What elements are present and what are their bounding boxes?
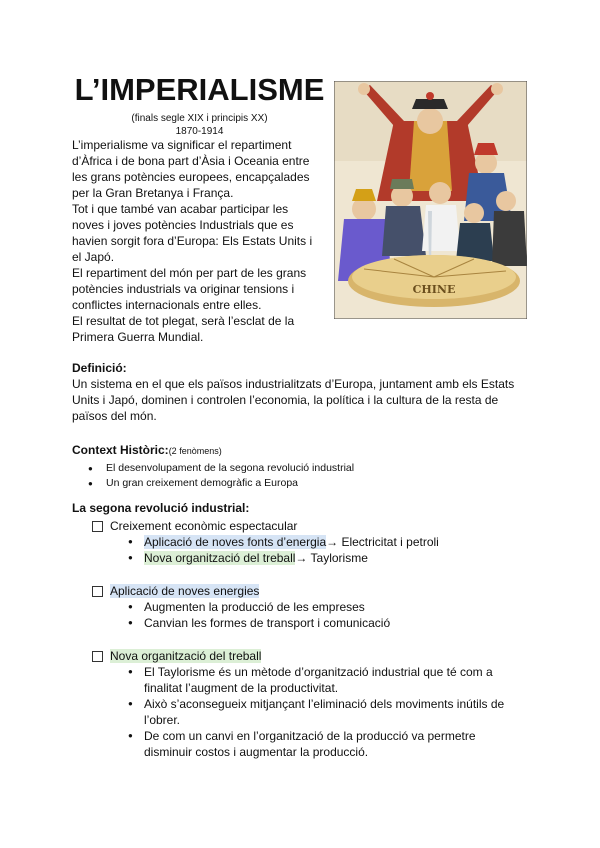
- item-rest: → Taylorisme: [295, 551, 368, 565]
- list-item: [72, 534, 532, 550]
- list-item: ● Augmenten la producció de les empreses: [72, 599, 532, 615]
- group-label: Aplicació de noves energies: [110, 584, 260, 598]
- intro-paragraph: Tot i que també van acabar participar les noves i joves potències Industrials que es havien sorgit fora d’Europa: Els Estats Units i el Japó.: [72, 202, 313, 264]
- cartoon-svg: [334, 81, 527, 319]
- intro-text: [72, 137, 320, 345]
- group-label: Creixement econòmic espectacular: [110, 519, 298, 533]
- context-title-note: (2 fenòmens): [168, 446, 222, 456]
- page-title: L’IMPERIALISME: [74, 72, 325, 107]
- context-list: [72, 461, 532, 491]
- highlight-energy: Aplicació de noves fonts d’energia: [144, 535, 327, 549]
- group-new-energies-list: [72, 599, 532, 631]
- group-label: Nova organització del treball: [110, 649, 262, 663]
- subtitle-period: (finals segle XIX i principis XX): [131, 113, 268, 124]
- revolution-section: [72, 500, 532, 760]
- group-economic-growth-list: [72, 534, 532, 566]
- intro-paragraph: El resultat de tot plegat, serà l’esclat de la Primera Guerra Mundial.: [72, 314, 295, 344]
- list-item: [72, 550, 532, 566]
- definition-section: [72, 360, 532, 424]
- revolution-title: La segona revolució industrial:: [72, 501, 250, 515]
- cartoon-illustration: [334, 81, 527, 319]
- group-economic-growth: [72, 518, 532, 534]
- checkbox-icon[interactable]: [92, 651, 103, 662]
- list-item: ● El Taylorisme és un mètode d’organització industrial que té com a finalitat l’augment de la productivitat.: [72, 664, 512, 696]
- context-section: [72, 442, 532, 491]
- subtitle: [72, 112, 327, 138]
- item-rest: → Electricitat i petroli: [326, 535, 439, 549]
- group-new-energies: [72, 583, 532, 599]
- definition-text: Un sistema en el que els països industrialitzats d’Europa, juntament amb els Estats Units i Japó, dominen i controlen l’economia, la política i la cultura de la resta de països del món.: [72, 377, 515, 423]
- checkbox-icon[interactable]: [92, 521, 103, 532]
- context-item: ● El desenvolupament de la segona revolució industrial: [72, 461, 532, 476]
- intro-paragraph: L’imperialisme va significar el repartiment d’Àfrica i de bona part d’Àsia i Oceania entre les grans potències europees, encapçalades per la Gran Bretanya i França.: [72, 138, 310, 200]
- list-item: ● De com un canvi en l’organització de la producció va permetre disminuir costos i augmentar la producció.: [72, 728, 512, 760]
- group-work-organization-list: [72, 664, 512, 760]
- context-title: [72, 442, 532, 459]
- group-work-organization: [72, 648, 532, 664]
- highlight-work: Nova organització del treball: [144, 551, 296, 565]
- checkbox-icon[interactable]: [92, 586, 103, 597]
- list-item: ● Canvian les formes de transport i comunicació: [72, 615, 532, 631]
- intro-paragraph: El repartiment del món per part de les grans potències industrials va originar tensions i conflictes internacionals entre elles.: [72, 266, 307, 312]
- definition-title: Definició:: [72, 361, 127, 375]
- context-item: ● Un gran creixement demogràfic a Europa: [72, 476, 532, 491]
- list-item: ● Això s’aconsegueix mitjançant l’eliminació dels moviments inútils de l’obrer.: [72, 696, 512, 728]
- subtitle-years: 1870-1914: [175, 126, 224, 137]
- context-title-text: Context Històric:: [72, 443, 169, 457]
- cake-label: CHINE: [412, 283, 456, 296]
